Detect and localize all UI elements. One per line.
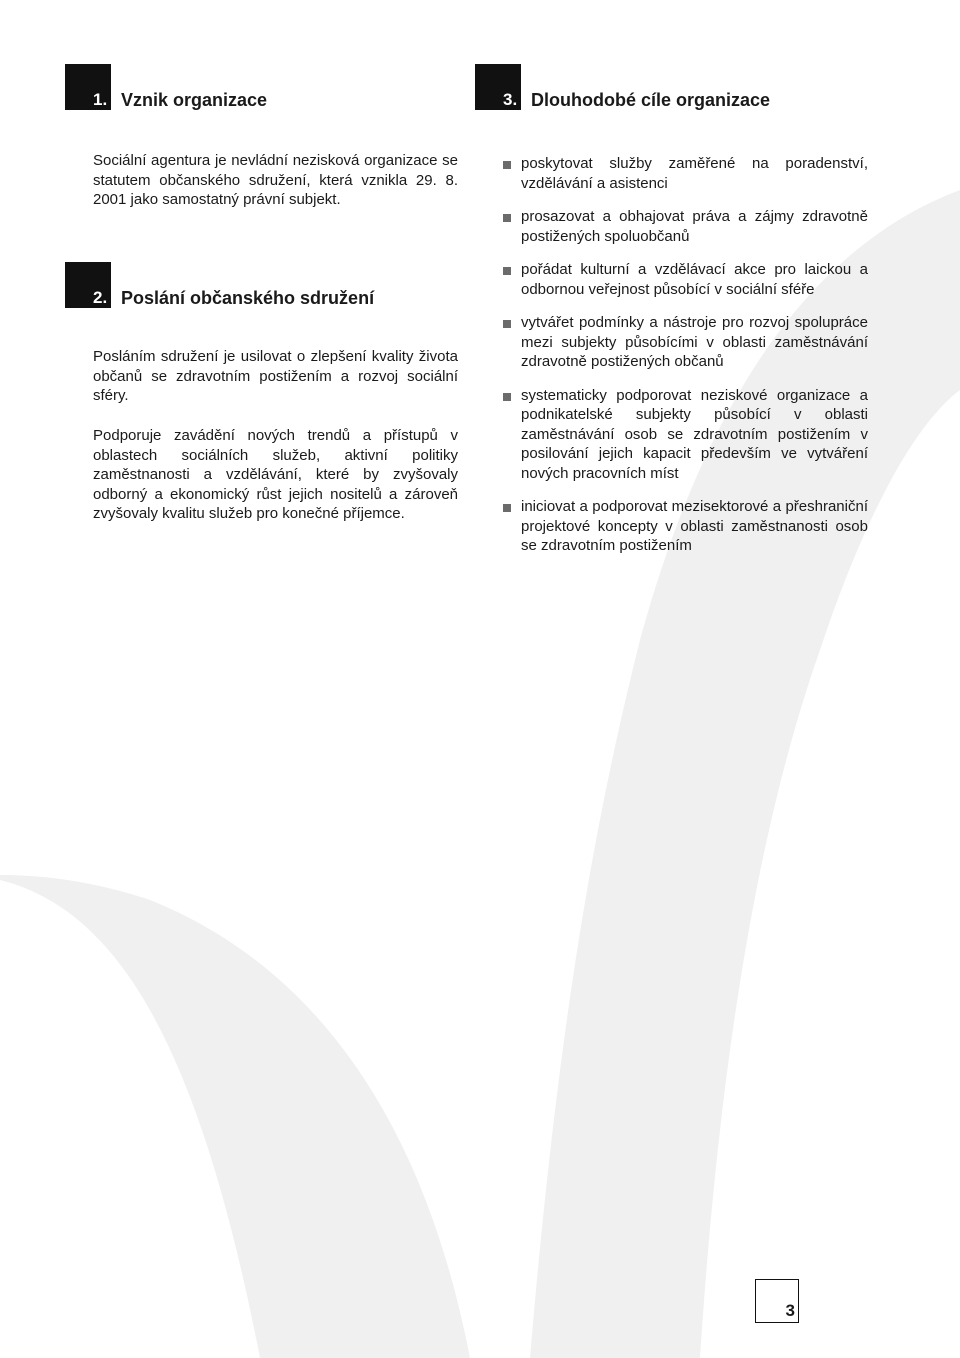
list-item: [503, 497, 868, 556]
background-swoosh-lower: [0, 875, 470, 1358]
square-bullet-icon: [503, 320, 511, 328]
list-item: [503, 313, 868, 372]
section-1-text: Sociální agentura je nevládní nezisková organizace se statutem občanského sdružení, která vznikla 29. 8. 2001 jako samostatný právní subjekt.: [93, 152, 458, 208]
page-number-box: [755, 1279, 799, 1323]
section-1-heading: [65, 64, 425, 110]
section-3-number: 3.: [503, 90, 521, 110]
square-bullet-icon: [503, 161, 511, 169]
list-item-text: vytvářet podmínky a nástroje pro rozvoj spolupráce mezi subjekty působícími v oblasti zaměstnávání zdravotně postižených občanů: [521, 314, 868, 370]
square-bullet-icon: [503, 393, 511, 401]
list-item-text: prosazovat a obhajovat práva a zájmy zdravotně postižených spoluobčanů: [521, 208, 868, 245]
section-2-number: 2.: [93, 288, 111, 308]
section-2-paragraph-2: Podporuje zavádění nových trendů a přístupů v oblastech sociálních služeb, aktivní politiky zaměstnanosti a vzdělávání, které by zvyšovaly odborný a ekonomický růst jejich nositelů a zároveň zvyšovaly kvalitu služeb pro konečné příjemce.: [93, 427, 458, 522]
list-item: [503, 260, 868, 299]
list-item-text: systematicky podporovat neziskové organizace a podnikatelské subjekty působící v oblasti zaměstnávání osob se zdravotním postižením v posilování jejich kapacit především ve vytváření nových pracovních míst: [521, 386, 868, 482]
list-item-text: pořádat kulturní a vzdělávací akce pro laickou a odbornou veřejnost působící v sociální sféře: [521, 261, 868, 298]
section-2-heading: [65, 262, 465, 308]
goals-list: [503, 154, 868, 570]
square-bullet-icon: [503, 267, 511, 275]
list-item-text: iniciovat a podporovat mezisektorové a přeshraniční projektové koncepty v oblasti zaměstnanosti osob se zdravotním postižením: [521, 498, 868, 554]
section-1-title: Vznik organizace: [121, 90, 268, 110]
square-bullet-icon: [503, 214, 511, 222]
list-item: [503, 386, 868, 484]
square-bullet-icon: [503, 504, 511, 512]
section-1-number: 1.: [93, 90, 111, 110]
section-2-paragraph-1: Posláním sdružení je usilovat o zlepšení kvality života občanů se zdravotním postižením a rozvoj sociální sféry.: [93, 348, 458, 404]
list-item: [503, 207, 868, 246]
section-2-title: Poslání občanského sdružení: [121, 288, 375, 308]
page-number: 3: [785, 1301, 795, 1320]
list-item: [503, 154, 868, 193]
section-3-title: Dlouhodobé cíle organizace: [531, 90, 771, 110]
list-item-text: poskytovat služby zaměřené na poradenství, vzdělávání a asistenci: [521, 155, 868, 192]
section-3-heading: [475, 64, 875, 110]
